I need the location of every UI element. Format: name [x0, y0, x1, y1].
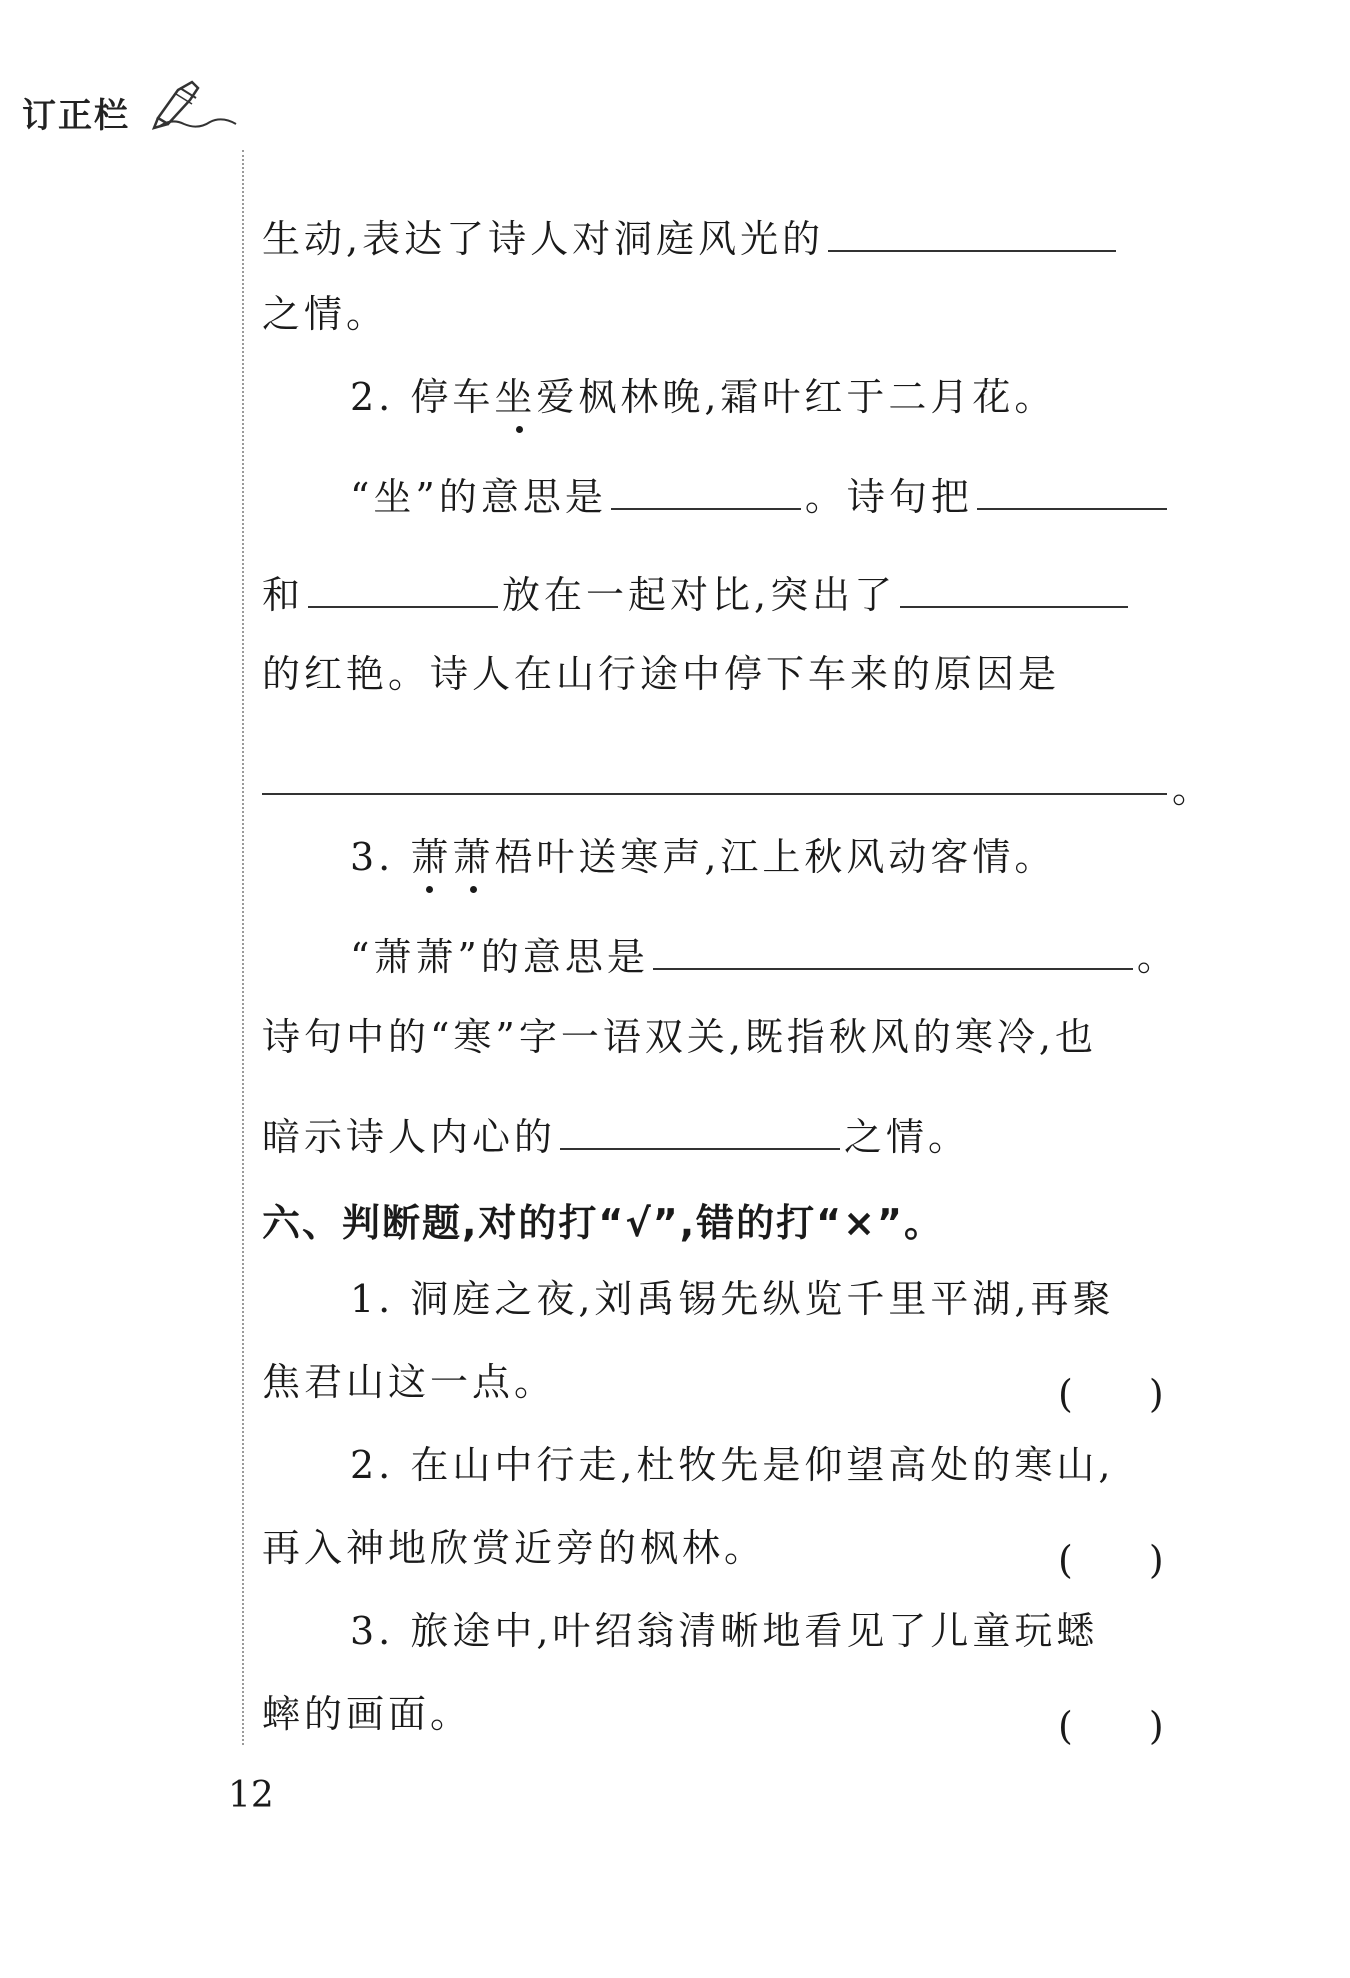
text-segment: 之情。	[844, 1115, 971, 1159]
answer-parentheses[interactable]: ( )	[1058, 1372, 1164, 1416]
emphasis-dot	[426, 886, 433, 893]
fill-blank[interactable]	[560, 1110, 840, 1150]
pencil-icon	[150, 78, 240, 130]
answer-line	[262, 1015, 1098, 1059]
fill-blank[interactable]	[977, 470, 1167, 510]
judge-item-1-line1: 1. 洞庭之夜,刘禹锡先纵览千里平湖,再聚	[350, 1277, 1115, 1321]
section-6-heading: 六、判断题,对的打“√”,错的打“×”。	[262, 1201, 944, 1245]
fill-blank[interactable]	[611, 470, 801, 510]
text-segment: 之情。	[262, 292, 389, 336]
answer-line	[262, 292, 389, 336]
margin-dotted-line	[242, 150, 244, 1745]
emphasis-dot	[516, 426, 523, 433]
fill-blank[interactable]	[828, 212, 1116, 252]
text-segment: 。诗句把	[804, 475, 973, 519]
judge-item-3-line1: 3. 旅途中,叶绍翁清晰地看见了儿童玩蟋	[350, 1609, 1099, 1653]
question-2-poem: 2. 停车坐爱枫林晚,霜叶红于二月花。	[350, 375, 1057, 419]
judge-item-1-line2: 焦君山这一点。	[262, 1360, 557, 1404]
page-number: 12	[228, 1775, 274, 1816]
judge-item-2-line1: 2. 在山中行走,杜牧先是仰望高处的寒山,	[350, 1443, 1115, 1487]
fill-blank[interactable]	[900, 568, 1128, 608]
answer-parentheses[interactable]: ( )	[1058, 1538, 1164, 1582]
answer-line	[350, 930, 1179, 979]
answer-line	[262, 1110, 971, 1159]
text-segment: “坐”的意思是	[350, 475, 607, 519]
answer-line	[262, 212, 1120, 261]
text-segment: 放在一起对比,突出了	[502, 573, 897, 617]
emphasis-dot	[470, 886, 477, 893]
period-mark: 。	[1172, 767, 1211, 811]
answer-line	[262, 652, 1061, 696]
fill-blank[interactable]	[308, 568, 498, 608]
judge-item-2-line2: 再入神地欣赏近旁的枫林。	[262, 1526, 767, 1570]
text-segment: 生动,表达了诗人对洞庭风光的	[262, 217, 825, 261]
answer-parentheses[interactable]: ( )	[1058, 1704, 1164, 1748]
text-segment: 。	[1136, 935, 1179, 979]
text-segment: 诗句中的“寒”字一语双关,既指秋风的寒冷,也	[262, 1015, 1098, 1059]
fill-blank[interactable]	[653, 930, 1133, 970]
answer-line	[262, 568, 1132, 617]
fill-blank-full[interactable]	[262, 793, 1167, 795]
text-segment: 暗示诗人内心的	[262, 1115, 557, 1159]
correction-column-title: 订正栏	[22, 96, 130, 136]
text-segment: “萧萧”的意思是	[350, 935, 649, 979]
answer-line	[350, 470, 1171, 519]
text-segment: 和	[262, 573, 305, 617]
judge-item-3-line2: 蟀的画面。	[262, 1692, 473, 1736]
question-3-poem: 3. 萧萧梧叶送寒声,江上秋风动客情。	[350, 835, 1057, 879]
text-segment: 的红艳。诗人在山行途中停下车来的原因是	[262, 652, 1061, 696]
